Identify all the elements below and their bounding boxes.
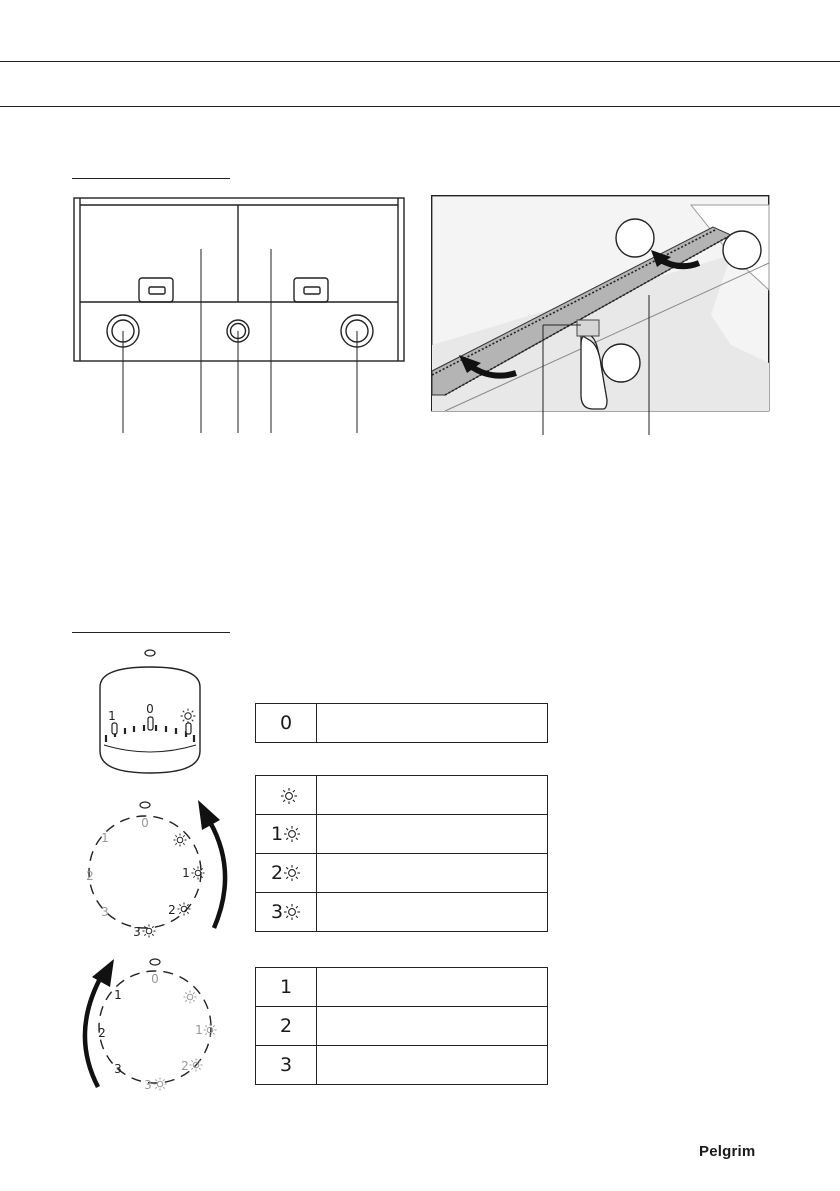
dial-light-3-digit: 3 bbox=[133, 925, 141, 939]
mode-table-off bbox=[255, 703, 548, 743]
table-row bbox=[256, 893, 548, 932]
fan-speed-digit: 1 bbox=[279, 976, 293, 999]
sun-icon bbox=[283, 825, 301, 843]
hood-front-panel-diagram bbox=[70, 195, 410, 435]
table-symbol-cell bbox=[256, 968, 317, 1007]
knob-label-one: 1 bbox=[108, 709, 116, 723]
table-description-cell bbox=[317, 968, 548, 1007]
table-symbol-cell bbox=[256, 1007, 317, 1046]
dial-light-1-digit: 1 bbox=[182, 866, 190, 880]
control-knob-illustration bbox=[88, 645, 218, 780]
dial-label-2: 2 bbox=[86, 869, 94, 883]
table-row bbox=[256, 1046, 548, 1085]
section-heading-underline bbox=[72, 178, 230, 179]
table-description-cell bbox=[317, 854, 548, 893]
table-row bbox=[256, 968, 548, 1007]
filter-removal-illustration bbox=[431, 195, 771, 435]
section-heading-underline-2 bbox=[72, 632, 230, 633]
table-description-cell bbox=[317, 815, 548, 854]
table-description-cell bbox=[317, 893, 548, 932]
table-symbol-cell bbox=[256, 704, 317, 743]
light-digit: 1 bbox=[270, 823, 284, 846]
table-description-cell bbox=[317, 1007, 548, 1046]
sun-icon bbox=[283, 903, 301, 921]
sun-icon bbox=[143, 925, 156, 938]
table-symbol-cell bbox=[256, 854, 317, 893]
fan-speed-digit: 3 bbox=[279, 1054, 293, 1077]
table-symbol-cell bbox=[256, 776, 317, 815]
table-description-cell bbox=[317, 704, 548, 743]
table-symbol-cell bbox=[256, 1046, 317, 1085]
header-rule-top bbox=[0, 61, 840, 62]
mode-table-fan bbox=[255, 967, 548, 1085]
table-row bbox=[256, 704, 548, 743]
light-digit: 2 bbox=[270, 862, 284, 885]
brand-logo: Pelgrim bbox=[699, 1143, 756, 1160]
table-description-cell bbox=[317, 776, 548, 815]
sun-icon bbox=[184, 991, 197, 1004]
dial-rev-label-1: 1 bbox=[114, 988, 122, 1002]
light-digit: 3 bbox=[270, 901, 284, 924]
dial-fan-settings bbox=[70, 955, 240, 1095]
fan-speed-digit: 2 bbox=[279, 1015, 293, 1038]
table-row bbox=[256, 854, 548, 893]
table-symbol-cell bbox=[256, 893, 317, 932]
sun-icon bbox=[192, 867, 205, 880]
header-rule-bottom bbox=[0, 106, 840, 107]
sun-icon bbox=[283, 864, 301, 882]
knob-label-zero: 0 bbox=[146, 702, 154, 716]
dial-rev-light-3-digit: 3 bbox=[144, 1078, 152, 1092]
dial-rev-label-2: 2 bbox=[98, 1026, 106, 1040]
table-row bbox=[256, 776, 548, 815]
dial-light-2-digit: 2 bbox=[168, 903, 176, 917]
table-row bbox=[256, 1007, 548, 1046]
off-symbol: 0 bbox=[279, 712, 293, 735]
dial-rev-light-1-digit: 1 bbox=[195, 1023, 203, 1037]
table-symbol-cell bbox=[256, 815, 317, 854]
dial-label-0: 0 bbox=[141, 816, 149, 830]
sun-icon bbox=[154, 1078, 167, 1091]
dial-light-settings bbox=[70, 792, 240, 942]
dial-label-1: 1 bbox=[101, 831, 109, 845]
mode-table-light bbox=[255, 775, 548, 932]
sun-icon bbox=[178, 903, 191, 916]
sun-icon bbox=[174, 834, 187, 847]
dial-rev-light-2-digit: 2 bbox=[181, 1059, 189, 1073]
sun-icon bbox=[280, 787, 298, 805]
dial-rev-label-3: 3 bbox=[114, 1062, 122, 1076]
table-description-cell bbox=[317, 1046, 548, 1085]
dial-rev-label-0: 0 bbox=[151, 972, 159, 986]
table-row bbox=[256, 815, 548, 854]
dial-label-3: 3 bbox=[101, 905, 109, 919]
sun-icon bbox=[204, 1024, 217, 1037]
